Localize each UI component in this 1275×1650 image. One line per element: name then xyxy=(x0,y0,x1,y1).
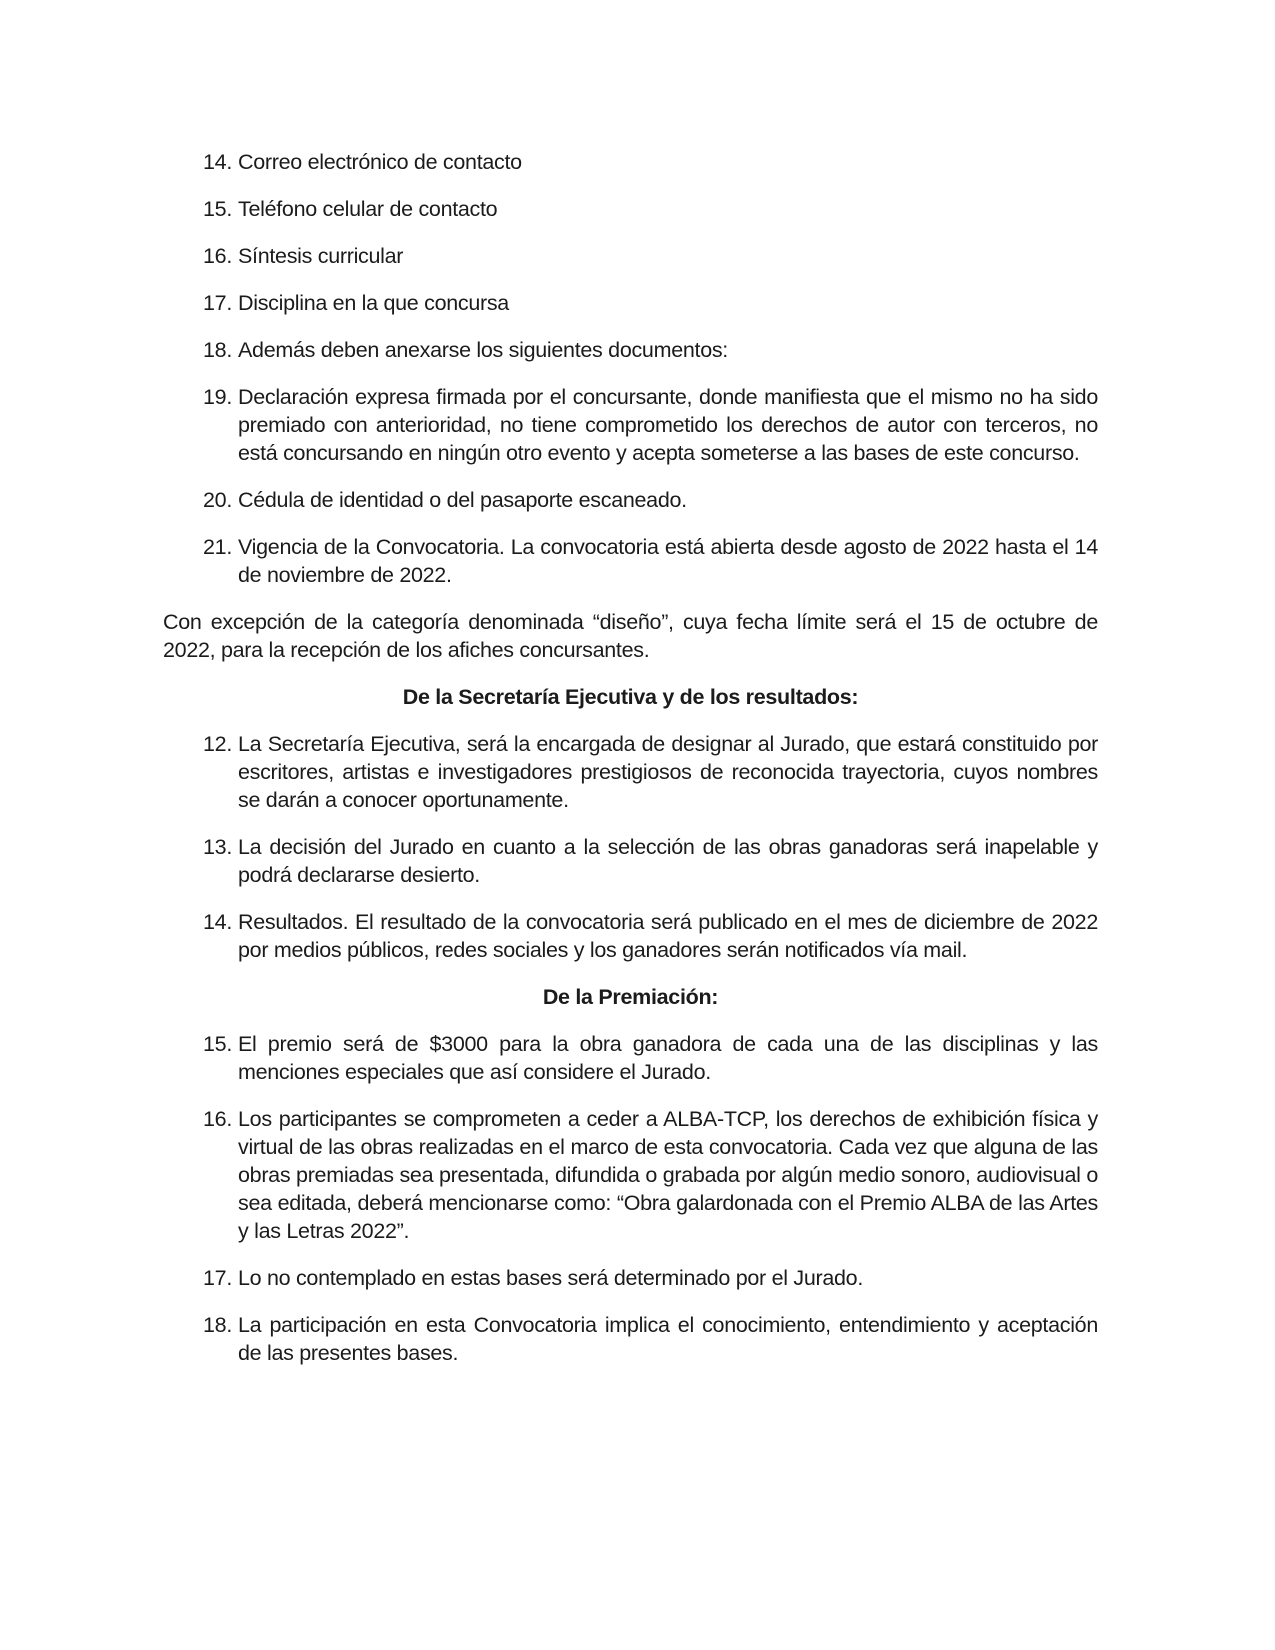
list-item-number: 12. xyxy=(203,732,232,756)
list-item-number: 17. xyxy=(203,1266,232,1290)
list-item xyxy=(203,195,1098,223)
list-item xyxy=(203,1311,1098,1367)
list-item xyxy=(203,383,1098,467)
list-item xyxy=(203,1030,1098,1086)
requirements-list xyxy=(163,148,1098,589)
list-item-text: La decisión del Jurado en cuanto a la selección de las obras ganadoras será inapelable y podrá declararse desierto. xyxy=(238,835,1098,887)
list-item-number: 18. xyxy=(203,1313,232,1337)
list-item-text: Síntesis curricular xyxy=(238,244,404,268)
list-item-text: El premio será de $3000 para la obra ganadora de cada una de las disciplinas y las menciones especiales que así considere el Jurado. xyxy=(238,1032,1098,1084)
list-item-text: Además deben anexarse los siguientes documentos: xyxy=(238,338,728,362)
list-item xyxy=(203,486,1098,514)
list-item-text: Resultados. El resultado de la convocatoria será publicado en el mes de diciembre de 2022 por medios públicos, redes sociales y los ganadores serán notificados vía mail. xyxy=(238,910,1098,962)
list-item-number: 15. xyxy=(203,197,232,221)
list-item-text: Disciplina en la que concursa xyxy=(238,291,509,315)
list-item xyxy=(203,242,1098,270)
list-item-number: 21. xyxy=(203,535,232,559)
list-item-text: La Secretaría Ejecutiva, será la encargada de designar al Jurado, que estará constituido por escritores, artistas e investigadores prestigiosos de reconocida trayectoria, cuyos nombres se darán a conocer oportunamente. xyxy=(238,732,1098,812)
list-item xyxy=(203,289,1098,317)
list-item-text: Teléfono celular de contacto xyxy=(238,197,498,221)
list-item-number: 18. xyxy=(203,338,232,362)
list-item-text: Los participantes se comprometen a ceder a ALBA-TCP, los derechos de exhibición física y virtual de las obras realizadas en el marco de esta convocatoria. Cada vez que alguna de las obras premiadas sea presentada, difundida o grabada por algún medio sonoro, audiovisual o sea editada, deberá mencionarse como: “Obra galardonada con el Premio ALBA de las Artes y las Letras 2022”. xyxy=(238,1107,1098,1243)
list-item-text: Correo electrónico de contacto xyxy=(238,150,522,174)
list-item-text: Lo no contemplado en estas bases será determinado por el Jurado. xyxy=(238,1266,864,1290)
list-item xyxy=(203,148,1098,176)
list-item xyxy=(203,730,1098,814)
premiacion-list xyxy=(163,1030,1098,1367)
list-item-number: 13. xyxy=(203,835,232,859)
list-item-number: 16. xyxy=(203,244,232,268)
list-item xyxy=(203,833,1098,889)
list-item xyxy=(203,533,1098,589)
list-item-text: Declaración expresa firmada por el concursante, donde manifiesta que el mismo no ha sido premiado con anterioridad, no tiene comprometido los derechos de autor con terceros, no está concursando en ningún otro evento y acepta someterse a las bases de este concurso. xyxy=(238,385,1098,465)
list-item-number: 20. xyxy=(203,488,232,512)
list-item-number: 17. xyxy=(203,291,232,315)
list-item-number: 14. xyxy=(203,910,232,934)
list-item xyxy=(203,336,1098,364)
list-item xyxy=(203,1105,1098,1245)
list-item-number: 15. xyxy=(203,1032,232,1056)
section-heading-secretaria-ejecutiva: De la Secretaría Ejecutiva y de los resultados: xyxy=(402,685,859,709)
list-item-text: Vigencia de la Convocatoria. La convocatoria está abierta desde agosto de 2022 hasta el 14 de noviembre de 2022. xyxy=(238,535,1098,587)
list-item-text: Cédula de identidad o del pasaporte escaneado. xyxy=(238,488,687,512)
list-item xyxy=(203,908,1098,964)
list-item-number: 16. xyxy=(203,1107,232,1131)
secretaria-results-list xyxy=(163,730,1098,964)
list-item xyxy=(203,1264,1098,1292)
section-heading-premiacion: De la Premiación: xyxy=(542,985,719,1009)
list-item-text: La participación en esta Convocatoria implica el conocimiento, entendimiento y aceptación de las presentes bases. xyxy=(238,1313,1098,1365)
exception-paragraph: Con excepción de la categoría denominada “diseño”, cuya fecha límite será el 15 de octubre de 2022, para la recepción de los afiches concursantes. xyxy=(163,610,1098,662)
list-item-number: 14. xyxy=(203,150,232,174)
list-item-number: 19. xyxy=(203,385,232,409)
